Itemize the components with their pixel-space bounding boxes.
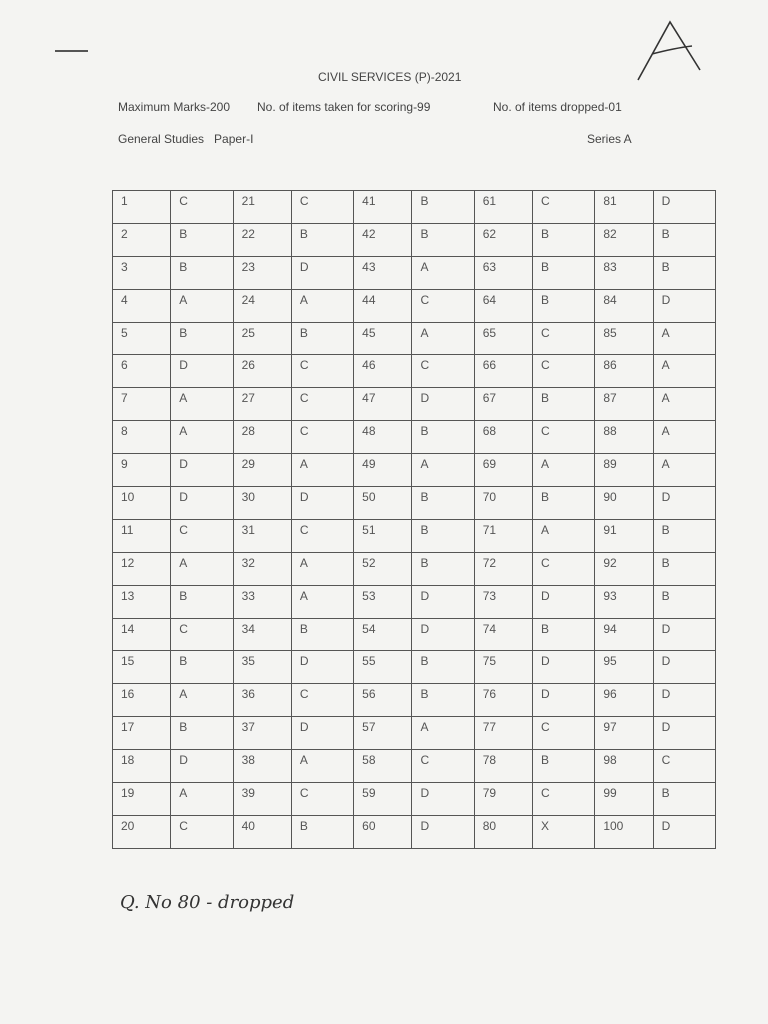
question-number: 64	[474, 289, 532, 322]
answer-cell: C	[291, 355, 353, 388]
answer-cell: D	[653, 618, 715, 651]
answer-cell: C	[653, 750, 715, 783]
paper-name: General Studies Paper-I	[118, 132, 254, 146]
question-number: 19	[113, 783, 171, 816]
question-number: 22	[233, 223, 291, 256]
question-number: 65	[474, 322, 532, 355]
question-number: 46	[354, 355, 412, 388]
question-number: 36	[233, 684, 291, 717]
answer-cell: C	[412, 289, 474, 322]
question-number: 69	[474, 454, 532, 487]
question-number: 84	[595, 289, 653, 322]
question-number: 26	[233, 355, 291, 388]
question-number: 52	[354, 552, 412, 585]
answer-cell: C	[291, 684, 353, 717]
question-number: 74	[474, 618, 532, 651]
handwritten-note-text: Q. No 80 - dropped	[120, 892, 295, 913]
question-number: 7	[113, 388, 171, 421]
answer-cell: A	[653, 322, 715, 355]
answer-cell: C	[533, 552, 595, 585]
answer-cell: B	[412, 191, 474, 224]
question-number: 8	[113, 421, 171, 454]
question-number: 16	[113, 684, 171, 717]
answer-cell: C	[291, 191, 353, 224]
answer-key-table	[112, 190, 716, 849]
answer-cell: C	[291, 783, 353, 816]
table-row	[113, 355, 716, 388]
answer-cell: A	[653, 421, 715, 454]
question-number: 41	[354, 191, 412, 224]
question-number: 51	[354, 519, 412, 552]
answer-cell: C	[171, 191, 233, 224]
question-number: 96	[595, 684, 653, 717]
question-number: 21	[233, 191, 291, 224]
answer-cell: D	[291, 717, 353, 750]
answer-cell: A	[171, 783, 233, 816]
table-row	[113, 783, 716, 816]
answer-cell: C	[171, 519, 233, 552]
answer-cell: D	[533, 684, 595, 717]
margin-dash	[55, 50, 88, 52]
question-number: 77	[474, 717, 532, 750]
answer-cell: D	[653, 684, 715, 717]
answer-cell: A	[412, 454, 474, 487]
answer-cell: D	[291, 651, 353, 684]
answer-cell: D	[653, 717, 715, 750]
question-number: 25	[233, 322, 291, 355]
answer-cell: D	[171, 487, 233, 520]
handwritten-series-mark	[620, 18, 710, 83]
question-number: 61	[474, 191, 532, 224]
question-number: 18	[113, 750, 171, 783]
answer-cell: B	[171, 717, 233, 750]
answer-cell: B	[533, 750, 595, 783]
answer-cell: C	[533, 421, 595, 454]
question-number: 91	[595, 519, 653, 552]
answer-cell: B	[533, 256, 595, 289]
answer-cell: B	[412, 421, 474, 454]
question-number: 70	[474, 487, 532, 520]
question-number: 97	[595, 717, 653, 750]
question-number: 89	[595, 454, 653, 487]
question-number: 38	[233, 750, 291, 783]
question-number: 75	[474, 651, 532, 684]
answer-cell: B	[412, 684, 474, 717]
question-number: 35	[233, 651, 291, 684]
question-number: 82	[595, 223, 653, 256]
answer-cell: B	[533, 388, 595, 421]
question-number: 85	[595, 322, 653, 355]
answer-cell: C	[533, 355, 595, 388]
question-number: 40	[233, 815, 291, 848]
answer-cell: B	[171, 585, 233, 618]
question-number: 43	[354, 256, 412, 289]
question-number: 99	[595, 783, 653, 816]
question-number: 60	[354, 815, 412, 848]
question-number: 31	[233, 519, 291, 552]
answer-cell: B	[171, 651, 233, 684]
answer-cell: C	[291, 388, 353, 421]
question-number: 98	[595, 750, 653, 783]
question-number: 83	[595, 256, 653, 289]
question-number: 54	[354, 618, 412, 651]
answer-cell: X	[533, 815, 595, 848]
answer-cell: A	[412, 256, 474, 289]
answer-cell: C	[533, 191, 595, 224]
answer-cell: A	[291, 585, 353, 618]
answer-cell: B	[653, 223, 715, 256]
question-number: 100	[595, 815, 653, 848]
question-number: 5	[113, 322, 171, 355]
question-number: 93	[595, 585, 653, 618]
question-number: 78	[474, 750, 532, 783]
answer-cell: D	[653, 191, 715, 224]
question-number: 62	[474, 223, 532, 256]
answer-cell: A	[412, 717, 474, 750]
table-row	[113, 421, 716, 454]
question-number: 48	[354, 421, 412, 454]
answer-cell: C	[171, 815, 233, 848]
answer-cell: D	[171, 750, 233, 783]
series-label: Series A	[587, 132, 632, 146]
table-row	[113, 388, 716, 421]
answer-cell: A	[171, 684, 233, 717]
table-row	[113, 223, 716, 256]
question-number: 42	[354, 223, 412, 256]
answer-cell: A	[653, 388, 715, 421]
question-number: 87	[595, 388, 653, 421]
table-row	[113, 585, 716, 618]
question-number: 67	[474, 388, 532, 421]
answer-cell: B	[291, 815, 353, 848]
question-number: 20	[113, 815, 171, 848]
question-number: 95	[595, 651, 653, 684]
answer-cell: B	[653, 519, 715, 552]
question-number: 63	[474, 256, 532, 289]
question-number: 6	[113, 355, 171, 388]
answer-cell: C	[291, 519, 353, 552]
answer-cell: D	[533, 651, 595, 684]
answer-cell: D	[291, 487, 353, 520]
table-row	[113, 552, 716, 585]
answer-cell: C	[171, 618, 233, 651]
question-number: 1	[113, 191, 171, 224]
items-dropped: No. of items dropped-01	[493, 100, 622, 114]
question-number: 28	[233, 421, 291, 454]
answer-cell: D	[653, 651, 715, 684]
question-number: 4	[113, 289, 171, 322]
question-number: 79	[474, 783, 532, 816]
answer-cell: D	[412, 585, 474, 618]
table-row	[113, 684, 716, 717]
table-row	[113, 750, 716, 783]
question-number: 94	[595, 618, 653, 651]
question-number: 80	[474, 815, 532, 848]
answer-cell: A	[291, 552, 353, 585]
question-number: 53	[354, 585, 412, 618]
question-number: 58	[354, 750, 412, 783]
answer-cell: B	[412, 519, 474, 552]
answer-cell: B	[412, 552, 474, 585]
answer-cell: B	[171, 223, 233, 256]
answer-cell: C	[533, 783, 595, 816]
question-number: 56	[354, 684, 412, 717]
answer-cell: B	[653, 783, 715, 816]
answer-cell: D	[412, 388, 474, 421]
question-number: 50	[354, 487, 412, 520]
answer-cell: D	[171, 355, 233, 388]
answer-cell: A	[653, 454, 715, 487]
answer-cell: D	[291, 256, 353, 289]
answer-cell: D	[412, 618, 474, 651]
answer-cell: C	[533, 717, 595, 750]
question-number: 37	[233, 717, 291, 750]
table-row	[113, 487, 716, 520]
answer-cell: B	[533, 289, 595, 322]
question-number: 76	[474, 684, 532, 717]
answer-cell: D	[533, 585, 595, 618]
question-number: 73	[474, 585, 532, 618]
question-number: 92	[595, 552, 653, 585]
answer-cell: A	[412, 322, 474, 355]
answer-cell: B	[291, 223, 353, 256]
answer-cell: A	[171, 289, 233, 322]
table-row	[113, 322, 716, 355]
question-number: 10	[113, 487, 171, 520]
answer-cell: D	[653, 289, 715, 322]
table-row	[113, 815, 716, 848]
question-number: 34	[233, 618, 291, 651]
answer-cell: B	[533, 618, 595, 651]
question-number: 66	[474, 355, 532, 388]
answer-cell: B	[653, 552, 715, 585]
question-number: 29	[233, 454, 291, 487]
answer-cell: B	[412, 223, 474, 256]
question-number: 45	[354, 322, 412, 355]
answer-cell: C	[412, 750, 474, 783]
answer-cell: A	[291, 289, 353, 322]
answer-cell: D	[412, 815, 474, 848]
table-row	[113, 191, 716, 224]
answer-cell: D	[653, 815, 715, 848]
table-row	[113, 618, 716, 651]
answer-cell: B	[171, 256, 233, 289]
answer-cell: B	[412, 651, 474, 684]
answer-cell: B	[291, 618, 353, 651]
table-row	[113, 519, 716, 552]
question-number: 27	[233, 388, 291, 421]
answer-cell: A	[533, 519, 595, 552]
answer-cell: B	[533, 223, 595, 256]
answer-cell: A	[653, 355, 715, 388]
answer-cell: B	[533, 487, 595, 520]
question-number: 90	[595, 487, 653, 520]
question-number: 71	[474, 519, 532, 552]
items-taken-for-scoring: No. of items taken for scoring-99	[257, 100, 431, 114]
answer-cell: B	[171, 322, 233, 355]
answer-cell: A	[533, 454, 595, 487]
question-number: 33	[233, 585, 291, 618]
answer-cell: C	[412, 355, 474, 388]
answer-cell: B	[653, 585, 715, 618]
question-number: 23	[233, 256, 291, 289]
question-number: 32	[233, 552, 291, 585]
question-number: 72	[474, 552, 532, 585]
question-number: 9	[113, 454, 171, 487]
question-number: 49	[354, 454, 412, 487]
question-number: 39	[233, 783, 291, 816]
question-number: 86	[595, 355, 653, 388]
answer-cell: D	[171, 454, 233, 487]
handwritten-note	[120, 880, 420, 920]
table-row	[113, 289, 716, 322]
answer-cell: A	[171, 552, 233, 585]
question-number: 11	[113, 519, 171, 552]
question-number: 24	[233, 289, 291, 322]
table-row	[113, 256, 716, 289]
question-number: 12	[113, 552, 171, 585]
answer-cell: B	[291, 322, 353, 355]
question-number: 57	[354, 717, 412, 750]
question-number: 2	[113, 223, 171, 256]
table-row	[113, 454, 716, 487]
answer-cell: C	[533, 322, 595, 355]
question-number: 3	[113, 256, 171, 289]
question-number: 47	[354, 388, 412, 421]
table-row	[113, 717, 716, 750]
question-number: 59	[354, 783, 412, 816]
table-row	[113, 651, 716, 684]
question-number: 17	[113, 717, 171, 750]
question-number: 81	[595, 191, 653, 224]
answer-cell: A	[171, 388, 233, 421]
maximum-marks: Maximum Marks-200	[118, 100, 231, 114]
question-number: 55	[354, 651, 412, 684]
question-number: 15	[113, 651, 171, 684]
answer-cell: C	[291, 421, 353, 454]
answer-cell: A	[171, 421, 233, 454]
document-title: CIVIL SERVICES (P)-2021	[318, 70, 462, 84]
question-number: 13	[113, 585, 171, 618]
question-number: 68	[474, 421, 532, 454]
answer-cell: D	[412, 783, 474, 816]
answer-cell: B	[412, 487, 474, 520]
answer-cell: A	[291, 454, 353, 487]
question-number: 88	[595, 421, 653, 454]
question-number: 14	[113, 618, 171, 651]
answer-cell: B	[653, 256, 715, 289]
question-number: 30	[233, 487, 291, 520]
answer-cell: D	[653, 487, 715, 520]
question-number: 44	[354, 289, 412, 322]
answer-cell: A	[291, 750, 353, 783]
